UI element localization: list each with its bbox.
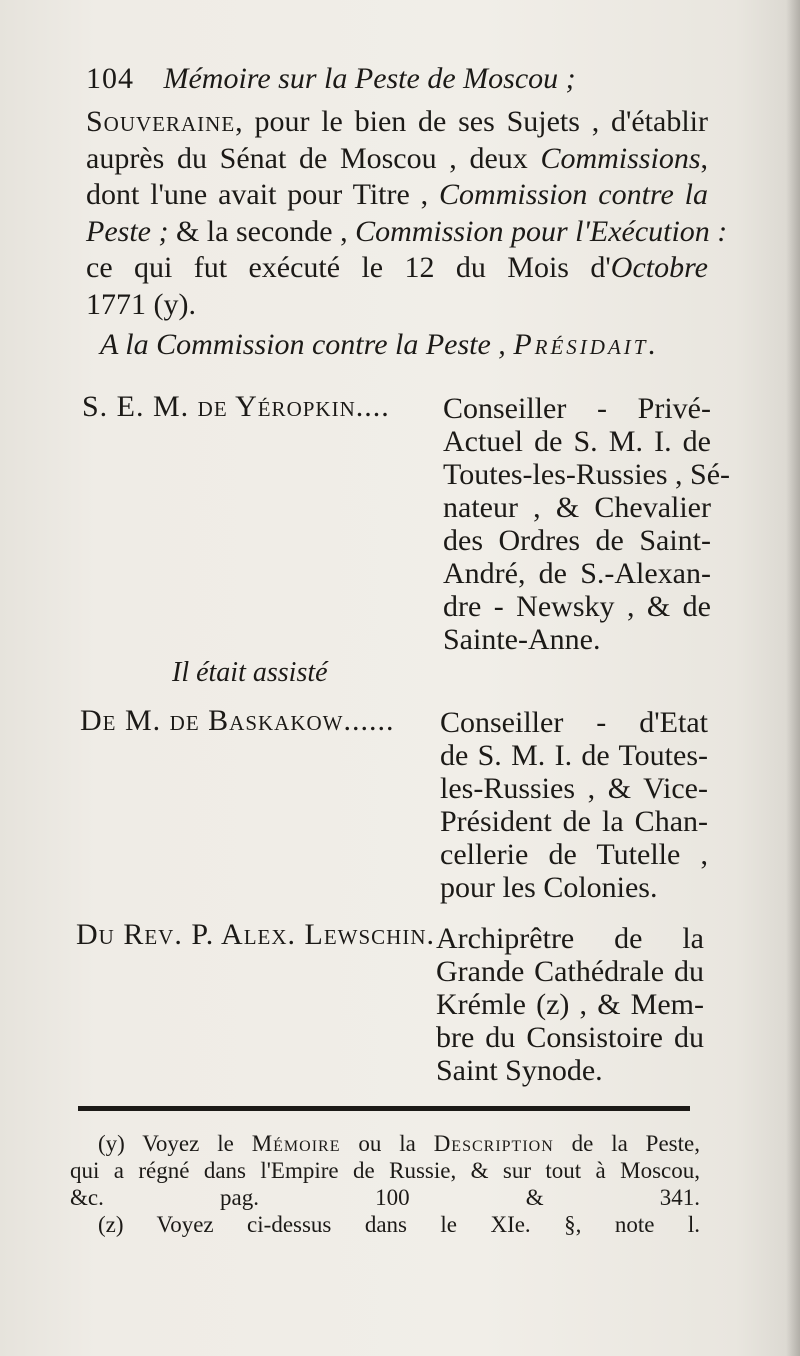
description-line: Conseiller - Privé- <box>443 392 711 425</box>
footnotes <box>70 1130 700 1238</box>
paragraph-line <box>86 214 728 251</box>
description-line: nateur , & Chevalier <box>443 491 711 524</box>
description-line: Sainte-Anne. <box>443 623 601 656</box>
description-line: des Ordres de Saint- <box>443 524 711 557</box>
footnote-line: &c. pag. 100 & 341. <box>70 1185 700 1210</box>
member-description <box>443 392 731 656</box>
small-caps-word: Souveraine <box>86 105 236 138</box>
text-run: , pour le bien de ses Sujets , d'établir <box>235 105 708 138</box>
member-description <box>436 922 704 1087</box>
description-line: dre - Newsky , & de <box>443 590 711 623</box>
text-run: ce qui fut exécuté le 12 du Mois d' <box>86 251 611 284</box>
text-run: de la Peste, <box>553 1131 700 1156</box>
description-line: André, de S.-Alexan- <box>443 557 711 590</box>
footnote-z: (z) Voyez ci-dessus dans le XIe. §, note l. <box>98 1212 700 1237</box>
paragraph-line <box>86 177 708 214</box>
italic-run: Commission contre la <box>439 178 708 211</box>
text-run: ou la <box>340 1131 434 1156</box>
text-run: (y) Voyez le <box>98 1131 252 1156</box>
description-line: pour les Colonies. <box>440 871 658 904</box>
page-edge-shadow <box>786 0 800 1356</box>
description-line: Actuel de S. M. I. de <box>443 425 711 458</box>
body-paragraph <box>86 104 728 323</box>
description-line: Grande Cathédrale du <box>436 955 704 988</box>
footnote-line: qui a régné dans l'Empire de Russie, & sur tout à Moscou, <box>70 1158 700 1183</box>
description-line: Toutes-les-Russies , Sé- <box>443 458 731 491</box>
text-run: dont l'une avait pour Titre , <box>86 178 440 211</box>
small-caps-word: Mémoire <box>251 1131 341 1156</box>
description-line: Conseiller - d'Etat <box>440 706 708 739</box>
text-run: 1771 (y). <box>86 287 196 321</box>
text-run: auprès du Sénat de Moscou , deux <box>86 141 541 175</box>
text-run: , <box>700 141 708 175</box>
assiste-label: Il était assisté <box>172 657 328 688</box>
description-line: Archiprêtre de la <box>436 922 704 955</box>
paragraph-line <box>86 141 708 178</box>
running-title: Mémoire sur la Peste de Moscou ; <box>163 62 576 95</box>
description-line: cellerie de Tutelle , <box>440 838 708 871</box>
italic-run: Peste ; <box>86 214 169 248</box>
paragraph-line <box>86 287 708 324</box>
commission-title: A la Commission contre la Peste , <box>100 328 506 361</box>
running-header <box>86 62 626 96</box>
footnote-y <box>70 1130 700 1157</box>
italic-run: Commissions <box>540 141 701 175</box>
small-caps-word: Description <box>433 1131 554 1156</box>
description-line: Président de la Chan- <box>440 805 708 838</box>
text-run: & la seconde , <box>168 214 356 248</box>
description-line: bre du Consistoire du <box>436 1021 704 1054</box>
member-name: De M. de Baskakow...... <box>80 704 395 737</box>
footnote-rule <box>78 1106 690 1111</box>
commission-role: Présidait. <box>513 328 659 361</box>
member-description <box>440 706 708 904</box>
italic-run: Octobre <box>610 251 708 284</box>
paragraph-line <box>86 250 708 287</box>
italic-run: Commission pour l'Exécution : <box>355 214 728 248</box>
description-line: les-Russies , & Vice- <box>440 772 708 805</box>
description-line: Saint Synode. <box>436 1054 603 1087</box>
commission-heading <box>100 328 706 362</box>
page-number: 104 <box>86 62 134 95</box>
member-name: Du Rev. P. Alex. Lewschin. <box>76 918 436 951</box>
description-line: de S. M. I. de Toutes- <box>440 739 708 772</box>
paragraph-line <box>86 104 708 141</box>
description-line: Krémle (z) , & Mem- <box>436 988 704 1021</box>
member-name: S. E. M. de Yéropkin.... <box>82 390 390 423</box>
